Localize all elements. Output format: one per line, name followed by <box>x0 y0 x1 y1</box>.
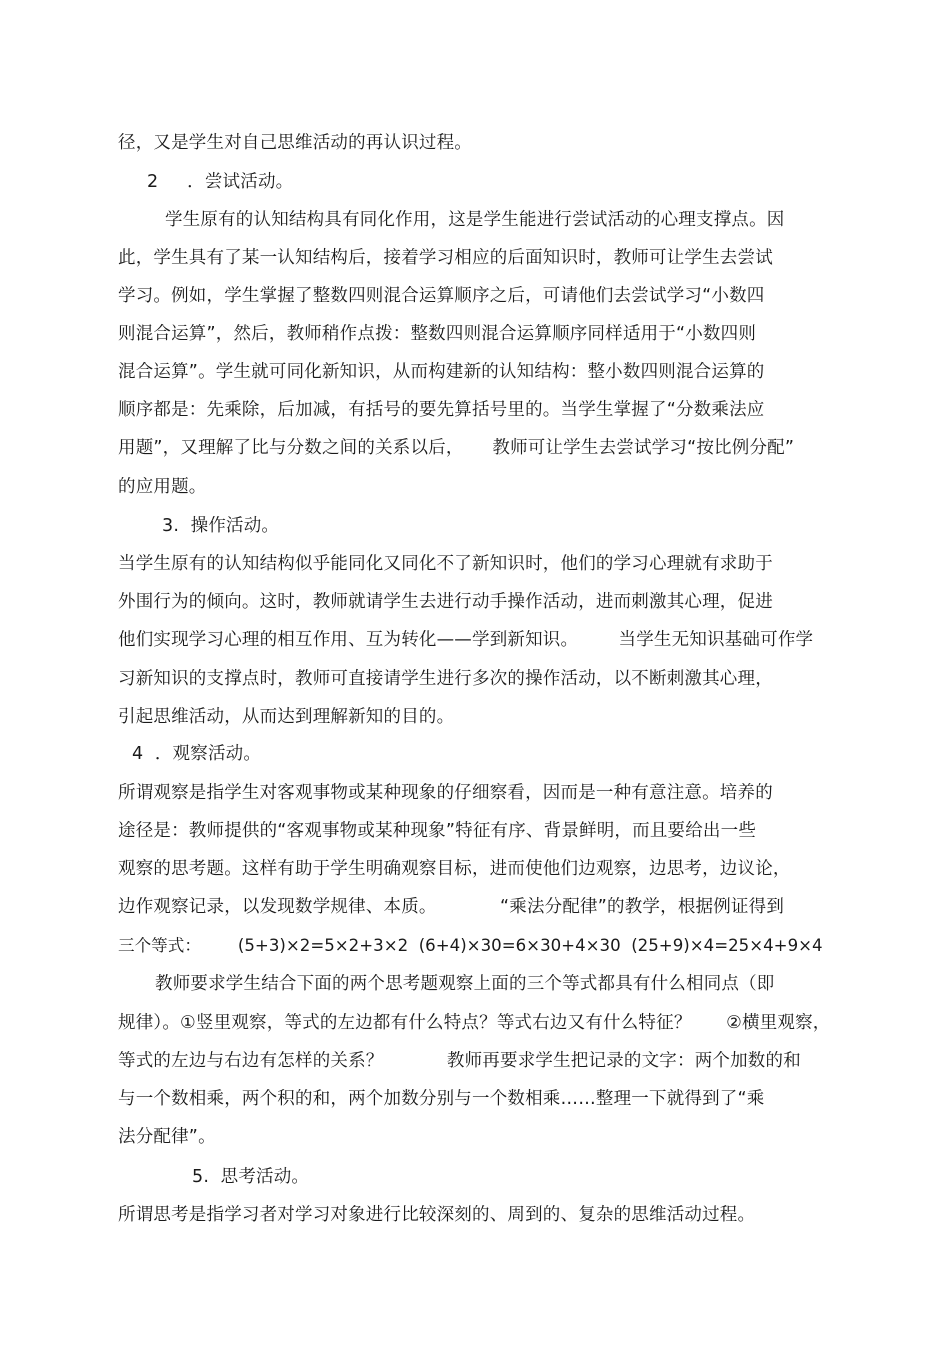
body-text-line: 顺序都是：先乘除，后加减，有括号的要先算括号里的。当学生掌握了“分数乘法应 <box>118 400 765 420</box>
body-text-line: 观察的思考题。这样有助于学生明确观察目标，进而使他们边观察，边思考，边议论， <box>118 859 791 879</box>
section-heading-thinking-activity: 5. 思考活动。 <box>192 1167 310 1187</box>
body-text-line: 等式的左边与右边有怎样的关系？ 教师再要求学生把记录的文字：两个加数的和 <box>118 1051 801 1071</box>
body-text-line: 习新知识的支撑点时，教师可直接请学生进行多次的操作活动，以不断刺激其心理， <box>118 669 773 689</box>
body-text-line: 边作观察记录，以发现数学规律、本质。 “乘法分配律”的教学，根据例证得到 <box>118 897 785 917</box>
body-text-line: 与一个数相乘，两个积的和，两个加数分别与一个数相乘……整理一下就得到了“乘 <box>118 1089 765 1109</box>
body-text-line: 所谓观察是指学生对客观事物或某种现象的仔细察看，因而是一种有意注意。培养的 <box>118 783 773 803</box>
equations-line: 三个等式： (5+3)×2=5×2+3×2 (6+4)×30=6×30+4×30 (25+9)×4=25×4+9×4 <box>118 936 823 955</box>
body-text-line: 引起思维活动，从而达到理解新知的目的。 <box>118 707 455 727</box>
body-text-line: 则混合运算”，然后，教师稍作点拨：整数四则混合运算顺序同样适用于“小数四则 <box>118 324 757 344</box>
section-heading-operation-activity: 3. 操作活动。 <box>162 516 280 536</box>
body-text-line: 教师要求学生结合下面的两个思考题观察上面的三个等式都具有什么相同点（即 <box>155 974 775 994</box>
body-text-line: 规律）。①竖里观察，等式的左边都有什么特点？等式右边又有什么特征？ ②横里观察， <box>118 1013 831 1033</box>
body-text-line: 他们实现学习心理的相互作用、互为转化——学到新知识。 当学生无知识基础可作学 <box>118 630 814 650</box>
body-text-line: 当学生原有的认知结构似乎能同化又同化不了新知识时，他们的学习心理就有求助于 <box>118 554 773 574</box>
section-heading-observation-activity: 4 ．观察活动。 <box>132 744 262 764</box>
body-text-line: 法分配律”。 <box>118 1127 216 1147</box>
body-text-line: 学生原有的认知结构具有同化作用，这是学生能进行尝试活动的心理支撑点。因 <box>165 210 785 230</box>
body-text-line: 外围行为的倾向。这时，教师就请学生去进行动手操作活动，进而刺激其心理，促进 <box>118 592 773 612</box>
body-text-line: 此，学生具有了某一认知结构后，接着学习相应的后面知识时，教师可让学生去尝试 <box>118 248 773 268</box>
body-text-line: 所谓思考是指学习者对学习对象进行比较深刻的、周到的、复杂的思维活动过程。 <box>118 1205 756 1225</box>
body-text-line: 途径是：教师提供的“客观事物或某种现象”特征有序、背景鲜明，而且要给出一些 <box>118 821 757 841</box>
body-text-line: 径，又是学生对自己思维活动的再认识过程。 <box>118 133 472 153</box>
body-text-line: 学习。例如，学生掌握了整数四则混合运算顺序之后，可请他们去尝试学习“小数四 <box>118 286 765 306</box>
section-heading-trial-activity: 2 ．尝试活动。 <box>147 172 294 192</box>
body-text-line: 混合运算”。学生就可同化新知识，从而构建新的认知结构：整小数四则混合运算的 <box>118 362 765 382</box>
body-text-line: 的应用题。 <box>118 477 207 497</box>
body-text-line: 用题”，又理解了比与分数之间的关系以后， 教师可让学生去尝试学习“按比例分配” <box>118 438 795 458</box>
